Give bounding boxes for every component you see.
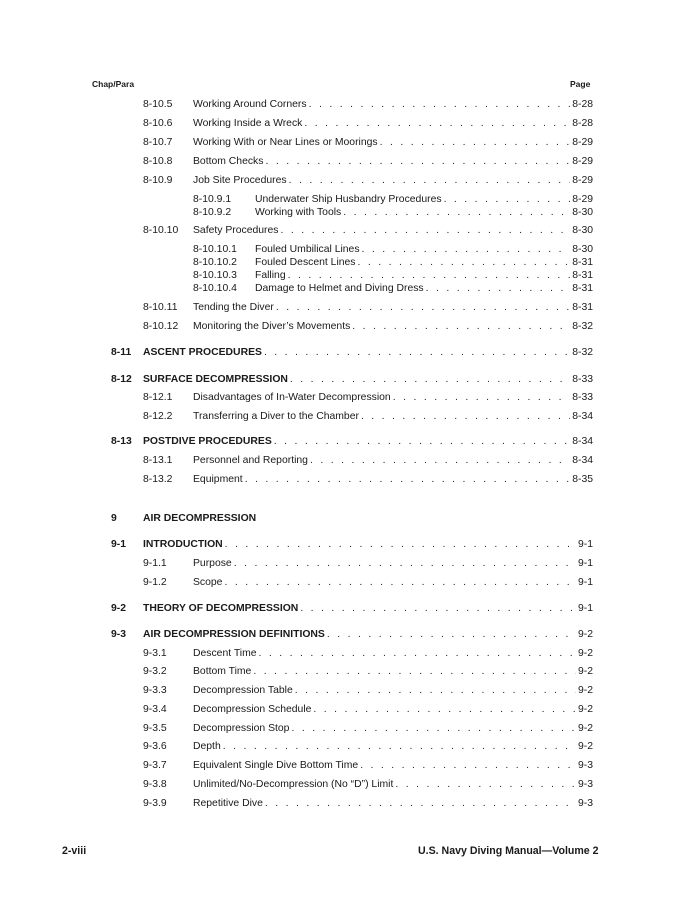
dot-leader [360, 759, 576, 773]
toc-entry-page: 9-1 [577, 603, 593, 614]
dot-leader [265, 797, 576, 811]
toc-entry-number: 9-1.2 [143, 577, 167, 588]
toc-entry [0, 740, 695, 754]
toc-entry-title: Decompression Table [193, 685, 293, 696]
dot-leader [245, 473, 571, 487]
dot-leader [253, 665, 576, 679]
toc-entry-page: 8-33 [572, 374, 593, 385]
toc-entry-title: Working With or Near Lines or Moorings [193, 137, 378, 148]
toc-entry-number: 8-13.2 [143, 474, 173, 485]
toc-entry-title: ASCENT PROCEDURES [143, 347, 262, 358]
toc-entry-page: 9-3 [577, 779, 593, 790]
toc-entry [0, 778, 695, 792]
toc-entry [0, 269, 695, 283]
toc-entry-page: 8-29 [572, 175, 593, 186]
toc-entry [0, 98, 695, 112]
toc-entry-number: 8-10.10.1 [193, 244, 237, 255]
dot-leader [310, 454, 570, 468]
toc-entry-page: 8-28 [572, 118, 593, 129]
header-page: Page [570, 79, 591, 89]
toc-entry-number: 9-3.2 [143, 666, 167, 677]
dot-leader [224, 576, 576, 590]
toc-entry-page: 9-1 [577, 577, 593, 588]
toc-entry-number: 8-12.2 [143, 411, 173, 422]
toc-entry-number: 9-1 [111, 539, 127, 550]
toc-entry-title: SURFACE DECOMPRESSION [143, 374, 288, 385]
toc-entry-number: 8-10.10.3 [193, 270, 237, 281]
toc-entry-title: Bottom Time [193, 666, 252, 677]
toc-entry-title: Working with Tools [255, 207, 342, 218]
toc-entry-page: 9-2 [577, 741, 593, 752]
toc-entry-page: 8-32 [572, 347, 593, 358]
dot-leader [264, 346, 570, 360]
toc-entry-number: 8-10.12 [143, 321, 179, 332]
toc-entry-number: 9-2 [111, 603, 127, 614]
toc-entry-number: 9-1.1 [143, 558, 167, 569]
toc-entry [0, 256, 695, 270]
toc-entry [0, 155, 695, 169]
dot-leader [343, 206, 570, 220]
dot-leader [223, 740, 576, 754]
toc-entry-number: 9-3.3 [143, 685, 167, 696]
toc-entry-page: 8-31 [572, 257, 593, 268]
toc-entry-page: 8-31 [572, 283, 593, 294]
toc-entry [0, 454, 695, 468]
toc-entry-page: 8-29 [572, 156, 593, 167]
dot-leader [225, 538, 576, 552]
toc-entry-number: 8-11 [111, 347, 132, 358]
toc-entry-page: 9-3 [577, 798, 593, 809]
toc-entry-title: Fouled Descent Lines [255, 257, 356, 268]
toc-entry-number: 8-10.9.2 [193, 207, 232, 218]
toc-entry [0, 602, 695, 616]
toc-entry [0, 117, 695, 131]
toc-entry-number: 9-3.1 [143, 648, 167, 659]
toc-entry-number: 8-12.1 [143, 392, 173, 403]
toc-entry-number: 9-3.9 [143, 798, 167, 809]
toc-entry-page: 9-2 [577, 723, 593, 734]
toc-entry-page: 9-1 [577, 558, 593, 569]
toc-entry-number: 8-10.10.4 [193, 283, 237, 294]
toc-entry [0, 473, 695, 487]
toc-entry-title: Purpose [193, 558, 232, 569]
toc-entry-page: 9-2 [577, 648, 593, 659]
toc-entry-page: 8-34 [572, 411, 593, 422]
toc-entry [0, 684, 695, 698]
toc-entry-number: 9-3 [111, 629, 127, 640]
toc-entry-title: Transferring a Diver to the Chamber [193, 411, 359, 422]
dot-leader [290, 373, 570, 387]
toc-entry-page: 8-34 [572, 436, 593, 447]
toc-entry-title: THEORY OF DECOMPRESSION [143, 603, 299, 614]
toc-entry [0, 174, 695, 188]
dot-leader [295, 684, 576, 698]
toc-entry-page: 8-29 [572, 194, 593, 205]
dot-leader [288, 269, 571, 283]
toc-entry-title: Job Site Procedures [193, 175, 287, 186]
toc-entry-title: Damage to Helmet and Diving Dress [255, 283, 424, 294]
toc-entry [0, 224, 695, 238]
toc-entry-page: 9-1 [577, 539, 593, 550]
toc-entry-title: Fouled Umbilical Lines [255, 244, 360, 255]
toc-entry-title: Bottom Checks [193, 156, 264, 167]
toc-entry-page: 8-30 [572, 207, 593, 218]
toc-entry-title: Descent Time [193, 648, 257, 659]
toc-entry-title: Tending the Diver [193, 302, 274, 313]
dot-leader [361, 410, 570, 424]
footer-manual-title: U.S. Navy Diving Manual—Volume 2 [418, 845, 599, 857]
toc-entry-page: 8-31 [572, 270, 593, 281]
toc-entry-number: 8-10.7 [143, 137, 173, 148]
toc-entry-number: 8-13.1 [143, 455, 173, 466]
toc-entry-number: 8-10.9.1 [193, 194, 232, 205]
toc-entry-page: 9-2 [577, 629, 593, 640]
toc-entry-page: 8-28 [572, 99, 593, 110]
dot-leader [380, 136, 571, 150]
toc-entry [0, 722, 695, 736]
toc-entry-page: 8-30 [572, 244, 593, 255]
dot-leader [313, 703, 576, 717]
toc-entry-page: 8-34 [572, 455, 593, 466]
footer-page-number: 2-viii [62, 845, 87, 857]
toc-entry-number: 9-3.5 [143, 723, 167, 734]
dot-leader [309, 98, 571, 112]
toc-entry-page: 9-2 [577, 685, 593, 696]
toc-entry-title: Unlimited/No-Decompression (No “D”) Limit [193, 779, 394, 790]
dot-leader [280, 224, 570, 238]
toc-entry [0, 435, 695, 449]
toc-entry [0, 576, 695, 590]
toc-entry-number: 9-3.7 [143, 760, 167, 771]
toc-entry-title: AIR DECOMPRESSION DEFINITIONS [143, 629, 325, 640]
toc-entry [0, 410, 695, 424]
dot-leader [289, 174, 571, 188]
toc-entry-number: 8-12 [111, 374, 132, 385]
toc-entry-title: Decompression Stop [193, 723, 290, 734]
toc-entry-title: POSTDIVE PROCEDURES [143, 436, 272, 447]
toc-entry-page: 8-30 [572, 225, 593, 236]
toc-entry-number: 8-10.9 [143, 175, 173, 186]
dot-leader [327, 628, 576, 642]
dot-leader [265, 155, 570, 169]
dot-leader [304, 117, 570, 131]
toc-entry-page: 9-2 [577, 704, 593, 715]
toc-entry-page: 8-29 [572, 137, 593, 148]
dot-leader [358, 256, 571, 270]
toc-entry-number: 8-10.10.2 [193, 257, 237, 268]
toc-entry [0, 346, 695, 360]
toc-entry-title: Decompression Schedule [193, 704, 312, 715]
toc-entry [0, 703, 695, 717]
dot-leader [291, 722, 576, 736]
toc-entry-number: 8-13 [111, 436, 132, 447]
toc-entry [0, 320, 695, 334]
dot-leader [234, 557, 576, 571]
toc-entry-title: Working Around Corners [193, 99, 307, 110]
toc-entry [0, 797, 695, 811]
toc-entry [0, 759, 695, 773]
toc-entry-number: 8-10.11 [143, 302, 178, 313]
toc-entry-title: Depth [193, 741, 221, 752]
toc-entry-title: Equivalent Single Dive Bottom Time [193, 760, 359, 771]
toc-entry [0, 301, 695, 315]
toc-entry-title: Underwater Ship Husbandry Procedures [255, 194, 442, 205]
toc-entry-title: Equipment [193, 474, 243, 485]
toc-entry-page: 9-3 [577, 760, 593, 771]
toc-entry-page: 8-35 [572, 474, 593, 485]
toc-entry [0, 136, 695, 150]
toc-entry-number: 8-10.10 [143, 225, 179, 236]
toc-entry-title: Falling [255, 270, 286, 281]
toc-entry-number: 8-10.6 [143, 118, 173, 129]
toc-entry [0, 243, 695, 257]
toc-entry-title: AIR DECOMPRESSION [143, 513, 257, 524]
toc-entry-page: 8-32 [572, 321, 593, 332]
toc-entry-page: 8-31 [572, 302, 593, 313]
toc-entry [0, 391, 695, 405]
dot-leader [259, 647, 576, 661]
dot-leader [444, 193, 571, 207]
toc-entry [0, 557, 695, 571]
toc-entry-title: Disadvantages of In-Water Decompression [193, 392, 391, 403]
toc-entry-number: 9-3.4 [143, 704, 167, 715]
toc-entry [0, 193, 695, 207]
toc-entry-title: INTRODUCTION [143, 539, 223, 550]
toc-entry [0, 647, 695, 661]
toc-entry-number: 8-10.5 [143, 99, 173, 110]
toc-entry-number: 9 [111, 513, 117, 524]
toc-entry-number: 9-3.6 [143, 741, 167, 752]
dot-leader [352, 320, 570, 334]
header-chap-para: Chap/Para [92, 79, 135, 89]
dot-leader [426, 282, 571, 296]
toc-entry [0, 206, 695, 220]
toc-entry-title: Personnel and Reporting [193, 455, 308, 466]
toc-entry-title: Monitoring the Diver’s Movements [193, 321, 351, 332]
toc-entry-title: Repetitive Dive [193, 798, 263, 809]
dot-leader [395, 778, 576, 792]
toc-entry-page: 9-2 [577, 666, 593, 677]
toc-entry-title: Scope [193, 577, 223, 588]
toc-entry [0, 373, 695, 387]
dot-leader [274, 435, 570, 449]
toc-entry-number: 9-3.8 [143, 779, 167, 790]
dot-leader [276, 301, 570, 315]
toc-entry-page: 8-33 [572, 392, 593, 403]
toc-entry [0, 282, 695, 296]
toc-entry-title: Working Inside a Wreck [193, 118, 303, 129]
toc-entry [0, 512, 695, 526]
dot-leader [393, 391, 571, 405]
dot-leader [362, 243, 571, 257]
toc-entry [0, 538, 695, 552]
dot-leader [300, 602, 576, 616]
toc-entry-number: 8-10.8 [143, 156, 173, 167]
toc-entry [0, 665, 695, 679]
toc-entry [0, 628, 695, 642]
toc-entry-title: Safety Procedures [193, 225, 279, 236]
